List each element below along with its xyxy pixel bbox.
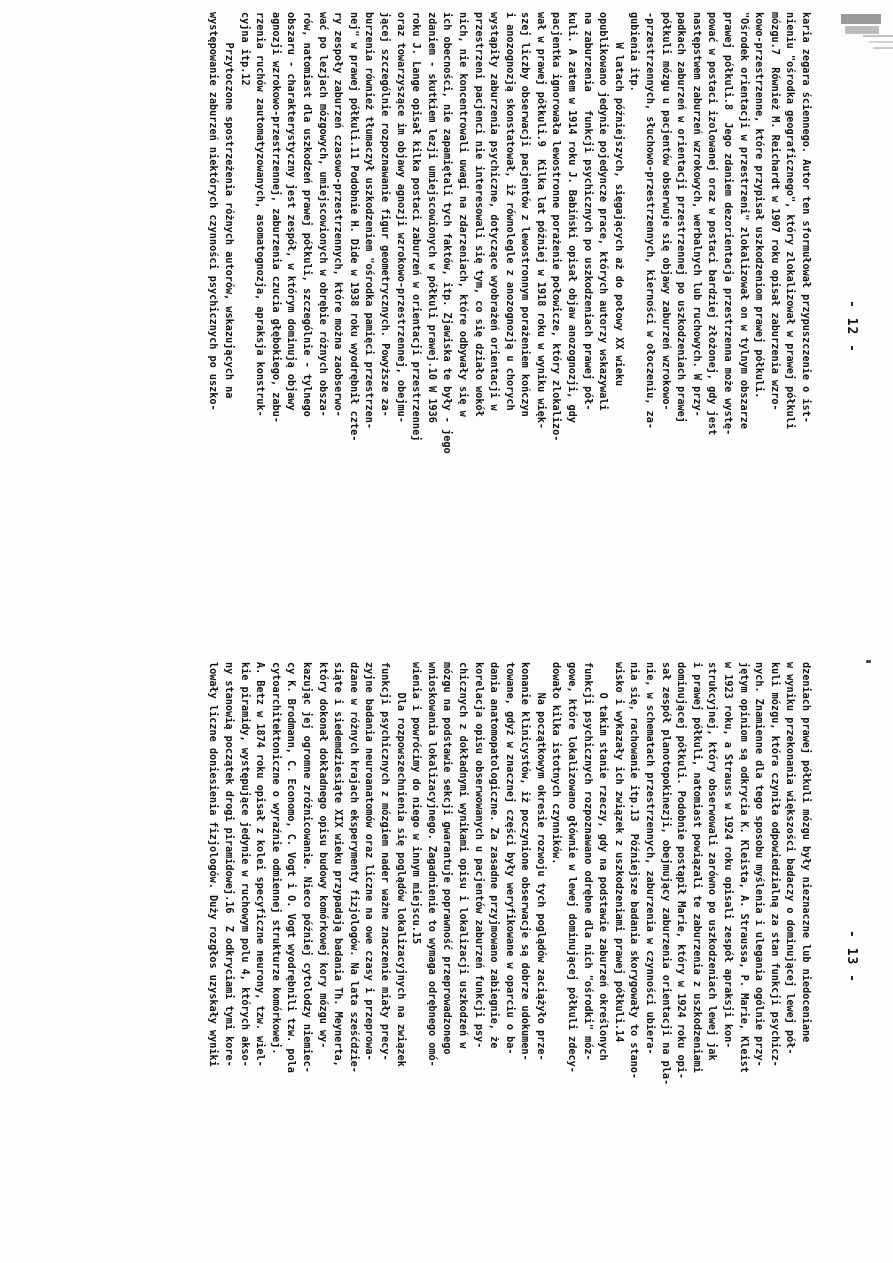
text-line: cytoarchitektoniczne o wyraźnie odmiennej strukturze komórkowej. xyxy=(269,662,281,1055)
text-line: siąte i siedemdziesiąte XIX wieku przypadają badania Th. Meynerta, xyxy=(332,662,344,1067)
text-line: oraz towarzyszące im objawy agnozji wzrokowo-przestrzennej, obejmu- xyxy=(394,12,406,423)
text-line: mózgu na podstawie sekcji gwarantuje poprawność przeprowadzonego xyxy=(441,662,453,1055)
text-line: W latach późniejszych, sięgających aż do połowy XX wieku xyxy=(612,12,624,387)
text-line: obszaru - charakterystyczny jest zespół, w którym dominują objawy xyxy=(285,12,297,411)
text-line: nych. Znamienne dla tego sposobu myślenia i ulegania ogólnie przy- xyxy=(753,662,765,1067)
text-line: ny stanowią początek drogi piramidowej.16 Z odkryciami tymi kore- xyxy=(223,662,235,1067)
text-line: funkcji psychicznych z mózgiem nader ważne znaczenie miały precy- xyxy=(378,662,390,1061)
text-line: nie, w schematach przestrzennych, zaburzenia w czynności ubiera- xyxy=(644,662,656,1055)
text-line: wał w prawej półkuli.9 Kilka lat później w 1918 roku w wyniku więk- xyxy=(534,12,546,430)
text-line: gowe, które lokalizowano głównie w lewej dominującej półkuli zdecy- xyxy=(566,662,578,1073)
text-line: na zaburzenia funkcji psychicznych po uszkodzeniach prawej pół- xyxy=(581,12,593,411)
right-page-text xyxy=(205,662,813,1262)
text-line: pacjentka ignorowała lewostronne porażenie połowicze, który zlokalizo- xyxy=(550,12,562,442)
text-line: Dla rozpowszechnienia się poglądów lokalizacyjnych na związek xyxy=(394,662,406,1067)
text-line: sał zespół planotopokinezji, obejmujący zaburzenia orientacji na pla- xyxy=(659,662,671,1086)
text-line: następstwem zaburzeń wzrokowych, werbalnych lub ruchowych. W przy- xyxy=(690,12,702,417)
text-line: kazując jej ogromne zróżnicowanie. Nieco później cytolodzy niemiec- xyxy=(301,662,312,1073)
text-line: nieniu "ośrodka geograficznego", który zlokalizował w prawej półkuli xyxy=(784,12,796,430)
left-page-number: - 12 - xyxy=(844,300,859,353)
left-page-text xyxy=(205,12,813,612)
text-line: przestrzeni pacjenci nie interesowali się tym, co się działo wokół xyxy=(472,12,484,417)
text-line: który dokonał dokładnego opisu budowy komórkowej kory mózgu wy- xyxy=(316,662,328,1049)
text-line: wystąpiły zaburzenia psychiczne, dotyczące wyobrażeń orientacji w xyxy=(488,12,500,411)
text-line: agnozji wzrokowo-przestrzennej, zaburzenia czucia głębokiego, zabu- xyxy=(269,12,281,423)
text-line: towane, gdyż w znacznej części były weryfikowane w oparciu o ba- xyxy=(503,662,515,1055)
text-line: półkuli mózgu u pacjentów obserwuje się objawy zaburzeń wzrokowo- xyxy=(659,12,671,411)
text-line: w 1923 roku, a Strauss w 1924 roku opisali zespół apraksji kon- xyxy=(722,662,734,1049)
text-line: dominującej półkuli. Podobnie postąpił Marie, który w 1924 roku opi- xyxy=(675,662,687,1080)
text-line: "Ośrodek orientacji w przestrzeni" zlokalizował on w tylnym obszarze xyxy=(737,12,749,430)
text-line: zdaniem - skutkiem lezji umiejscowionych w półkuli prawej.10 W 1936 xyxy=(425,12,437,423)
text-line: chicznych z dokładnymi wynikami opisu i lokalizacji uszkodzeń w xyxy=(456,662,468,1049)
text-line: wienia i powrócimy do niego w innym miejscu.15 xyxy=(410,662,422,945)
text-line: karia zegara ściennego. Autor ten sformułował przypuszczenie o ist- xyxy=(800,12,811,423)
text-line: pować w postaci izolowanej oraz w postaci bardziej złożonej, gdy jest xyxy=(706,12,718,436)
text-line: szej liczby obserwacji pacjentów z lewostronnym porażeniem kończyn xyxy=(519,12,531,417)
text-line: i prawej półkuli, natomiast powiązali te zaburzenia z uszkodzeniami xyxy=(690,662,702,1073)
text-line: prawej półkuli.8 Jego zdaniem dezorientacja przestrzenna może wystę- xyxy=(722,12,734,436)
text-line: funkcji psychicznych rozpoznawano odrębne dla nich "ośrodki" móz- xyxy=(581,662,593,1061)
text-line: ry zespoły zaburzeń czasowo-przestrzennych, które można zaobserwo- xyxy=(332,12,344,417)
text-line: ich obecności, nie zapamiętali tych faktów, itp. Zjawiska te były - jego xyxy=(441,12,453,454)
right-page-number: - 13 - xyxy=(844,930,859,983)
text-line: opublikowano jedynie pojedyncze prace, których autorzy wskazywali xyxy=(597,12,609,411)
text-line: wnioskowania lokalizacyjnego. Zagadnienie to wymaga odrębnego omó- xyxy=(425,662,437,1067)
text-line: cyjna itp.12 xyxy=(238,12,250,86)
text-line: jętym opiniom są odkrycia K. Kleista, A. Straussa, P. Marie, Kleist xyxy=(737,662,749,1073)
text-line: strukcyjnej, który obserwowali zarówno po uszkodzeniach lewej jak xyxy=(706,662,718,1061)
text-line: zyjne badania neuroanatomów oraz liczne na owe czasy i przeprowa- xyxy=(363,662,375,1061)
text-line: konanie klinicystów, iż poczynione obserwacje są dobrze udokumen- xyxy=(519,662,531,1061)
text-line: lowały liczne doniesienia fizjologów. Duży rozgłos uzyskały wyniki xyxy=(207,662,219,1067)
text-line: kie piramidy, występujące jedynie w ruchowym polu 4, których akso- xyxy=(238,662,250,1067)
text-line: roku J. Lange opisał kilka postaci zaburzeń w orientacji przestrzennej xyxy=(410,12,422,442)
text-line: występowanie zaburzeń niektórych czynności psychicznych po uszko- xyxy=(207,12,219,411)
text-line: nej" w prawej półkuli.11 Podobnie H. Dide w 1938 roku wyodrębnił czte- xyxy=(347,12,359,442)
text-line: wisko i wykazały ich związek z uszkodzeniami prawej półkuli.14 xyxy=(612,662,624,1043)
text-line: Przytoczone spostrzeżenia różnych autorów, wskazujących na xyxy=(223,12,235,399)
text-line: wać po lezjach mózgowych, umiejscowionych w obrębie różnych obsza- xyxy=(316,12,328,417)
text-line: burzenia również tłumaczył uszkodzeniem "ośrodka pamięci przestrzen- xyxy=(363,12,375,430)
text-line: A. Betz w 1874 roku opisał z kolei specyficzne neurony, tzw. wiel- xyxy=(254,662,266,1067)
text-line: dowało kilka istotnych czynników. xyxy=(550,662,562,865)
text-line: nia się, rachowanie itp.13 Późniejsze badania skorygowały to stano- xyxy=(628,662,640,1080)
text-line: dania anatomopatologiczne. Za zasadne przyjmowano zabiegnie, że xyxy=(488,662,500,1049)
text-line: mózgu.7 Również M. Reichardt w 1907 roku opisał zaburzenia wzro- xyxy=(768,12,780,411)
text-line: padkach zaburzeń w orientacji przestrzennej po uszkodzeniach prawej xyxy=(675,12,687,423)
text-line: rów, natomiast dla uszkodzeń prawej półkuli, szczególnie - tylnego xyxy=(301,12,312,417)
text-line: i anozognozją skonstatował, iż równolegle z anozognozją u chorych xyxy=(503,12,515,411)
text-line: Na początkowym okresie rozwoju tych poglądów zaciążyło prze- xyxy=(534,662,546,1061)
text-line: nich, nie koncentrowali uwagi na zdarzeniach, które odbywały się w xyxy=(456,12,468,417)
text-line: kowo-przestrzenne, które przypisał uszkodzeniom prawej półkuli. xyxy=(753,12,765,399)
text-line: korelacja opisu obserwowanych u pacjentów zaburzeń funkcji psy- xyxy=(472,662,484,1049)
text-line: -przestrzennych, słuchowo-przestrzennych, kierności w ołoczeniu, za- xyxy=(644,12,656,430)
text-line: w wyniku przekonania większości badaczy o dominującej lewej pół- xyxy=(784,662,796,1055)
text-line: cy K. Brodmann, C. Economo, C. Vogt i O. Vogt wyodrębnili tzw. pola xyxy=(285,662,297,1073)
text-line: kuli mózgu, która czyniła odpowiedzialną za stan funkcji psychicz- xyxy=(768,662,780,1067)
text-line: kuli. A zatem w 1914 roku J. Babiński opisał objaw anozognozji, gdy xyxy=(566,12,578,423)
text-line: gubienia itp. xyxy=(628,12,640,92)
text-line: O takim stanie rzeczy, gdy na podstawie zaburzeń określonych xyxy=(597,662,609,1061)
text-line: dzane w różnych krajach eksperymenty fizjologów. Na lata sześćdzie- xyxy=(347,662,359,1073)
text-line: dzeniach prawej półkuli mózgu były nieznaczne lub niedoceniane xyxy=(800,662,811,1043)
text-line: jącej szczególnie rozpoznawanie figur geometrycznych. Powyższe za- xyxy=(378,12,390,417)
text-line: rzenia ruchów zautomatyzowanych, asomatognozja, apraksja konstruk- xyxy=(254,12,266,417)
